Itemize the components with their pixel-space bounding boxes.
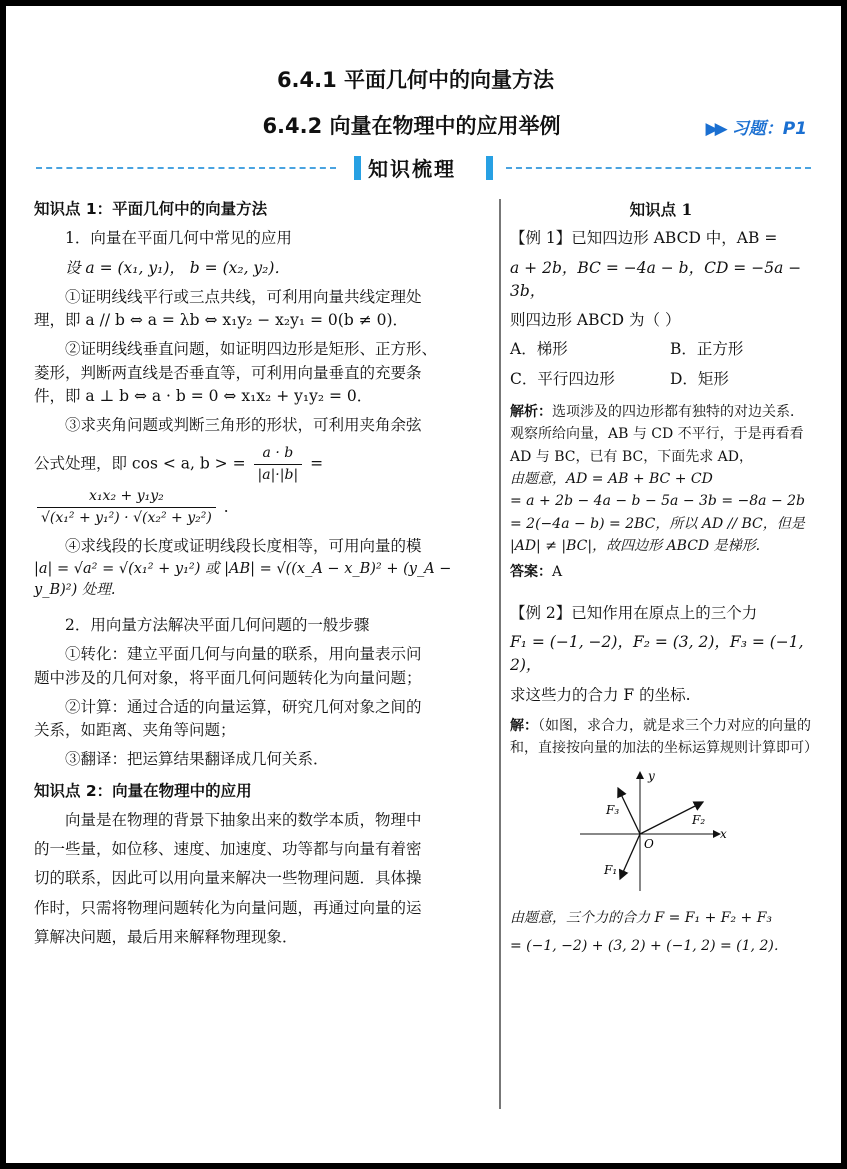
- example-2-line1: 【例 2】已知作用在原点上的三个力: [510, 603, 758, 622]
- exercise-reference-label: 习题：P1: [731, 119, 807, 139]
- title-6-4-2: 6.4.2 向量在物理中的应用举例: [262, 114, 561, 138]
- example-1-line3: 则四边形 ABCD 为（ ）: [510, 311, 681, 329]
- item-angle-line1: ③求夹角问题或判断三角形的形状，可利用夹角余弦: [65, 416, 422, 434]
- item-perpendicular-line3: 件，即 a ⊥ b ⇔ a · b = 0 ⇔ x₁x₂ + y₁y₂ = 0．: [34, 386, 373, 405]
- y-axis-label: y: [648, 768, 655, 783]
- section-header: [346, 153, 496, 183]
- section-bar-right: [486, 156, 493, 180]
- force-f3-arrow: [618, 788, 640, 834]
- section-title: 知识梳理: [368, 157, 456, 181]
- section-dashed-line-left: [36, 167, 336, 169]
- formula-period: ．: [223, 497, 240, 516]
- solution-2-step2: = (−1, −2) + (3, 2) + (−1, 2) = (1, 2)．: [510, 938, 788, 955]
- example-1-line1: 【例 1】已知四边形 ABCD 中，AB =: [510, 229, 778, 248]
- vector-definition: 设 a = (x₁, y₁)， b = (x₂, y₂)．: [65, 258, 290, 277]
- fraction-numerator-1: a · b: [254, 443, 303, 465]
- knowledge-point-2-title: 知识点 2：向量在物理中的应用: [34, 781, 252, 800]
- answer-1-label: 答案：: [510, 564, 552, 581]
- item-perpendicular-line1: ②证明线线垂直问题，如证明四边形是矩形、正方形、: [65, 340, 438, 359]
- example-2-line3: 求这些力的合力 F 的坐标.: [510, 685, 691, 704]
- fraction-dot-over-norm: [254, 443, 303, 486]
- double-arrow-icon: ▶▶: [705, 119, 724, 139]
- solution-2-step1: 由题意，三个力的合力 F = F₁ + F₂ + F₃: [510, 909, 773, 926]
- left-column: [34, 198, 494, 949]
- solution-1-label: 解析：: [510, 403, 552, 420]
- physics-paragraph-line2: 的一些量，如位移、速度、加速度、功等都与向量有着密: [34, 840, 422, 858]
- fraction-denominator-1: |a|·|b|: [257, 467, 299, 484]
- step-compute-line2: 关系，如距离、夹角等问题；: [34, 721, 236, 739]
- fraction-coordinates: [37, 486, 216, 529]
- right-column: [510, 198, 818, 957]
- column-divider: [499, 199, 501, 1109]
- solution-1-step4: |AD| ≠ |BC|，故四边形 ABCD 是梯形.: [510, 538, 761, 555]
- item-parallel-line2: 理，即 a // b ⇔ a = λb ⇔ x₁y₂ − x₂y₁ = 0(b ≠ 0)．: [34, 311, 409, 329]
- example-1-options-row1: [510, 338, 812, 361]
- step-translate-line2: 题中涉及的几何对象，将平面几何问题转化为向量问题；: [34, 668, 422, 687]
- origin-label: O: [644, 836, 654, 851]
- section-bar-left: [354, 156, 361, 180]
- solution-1-step3: = 2(−4a − b) = 2BC，所以 AD // BC，但是: [510, 515, 805, 532]
- option-c[interactable]: C．平行四边形: [510, 369, 615, 388]
- solution-1-text: 选项涉及的四边形都有独特的对边关系．观察所给向量，AB 与 CD 不平行，于是再看看 AD 与 BC，已有 BC，下面先求 AD，: [510, 403, 804, 465]
- solution-1-intro: [510, 401, 812, 468]
- section-dashed-line-right: [506, 167, 811, 169]
- solution-1-step2: = a + 2b − 4a − b − 5a − 3b = −8a − 2b: [510, 493, 806, 510]
- page: [6, 6, 841, 1163]
- item-length-line1: ④求线段的长度或证明线段长度相等，可用向量的模: [65, 537, 422, 556]
- item-parallel-line1: ①证明线线平行或三点共线，可利用向量共线定理处: [65, 287, 422, 306]
- f3-label: F₃: [606, 802, 620, 817]
- physics-paragraph-line5: 算解决问题，最后用来解释物理现象．: [34, 927, 298, 946]
- angle-formula-prefix: 公式处理，即 cos < a, b > =: [34, 454, 246, 473]
- fraction-numerator-2: x₁x₂ + y₁y₂: [37, 486, 216, 508]
- physics-paragraph-line3: 切的联系，因此可以用向量来解决一些物理问题．具体操: [34, 869, 422, 888]
- fraction-denominator-2: √(x₁² + y₁²) · √(x₂² + y₂²): [41, 510, 212, 527]
- option-a[interactable]: A．梯形: [510, 340, 568, 359]
- f2-label: F₂: [692, 812, 706, 827]
- solution-1-step1: 由题意，AD = AB + BC + CD: [510, 470, 713, 487]
- item-perpendicular-line2: 菱形，判断两直线是否垂直等，可利用向量垂直的充要条: [34, 363, 422, 382]
- f1-label: F₁: [604, 862, 618, 877]
- x-axis-label: x: [720, 826, 727, 841]
- example-1-line2: a + 2b，BC = −4a − b，CD = −5a − 3b，: [510, 258, 802, 300]
- force-f1-arrow: [620, 834, 640, 879]
- item-length-formula: |a| = √a² = √(x₁² + y₁²) 或 |AB| = √((x_A − x_B)² + (y_A − y_B)²) 处理.: [34, 560, 452, 599]
- answer-1-value: A: [552, 564, 563, 581]
- answer-1: [510, 561, 812, 583]
- title-6-4-1: 6.4.1 平面几何中的向量方法: [276, 68, 555, 92]
- subsection-2-title: 2．用向量方法解决平面几何问题的一般步骤: [65, 616, 370, 634]
- item-angle-formula: [34, 443, 494, 529]
- option-b[interactable]: B．正方形: [670, 340, 744, 359]
- exercise-reference[interactable]: [706, 114, 807, 139]
- physics-paragraph-line4: 作时，只需将物理问题转化为向量问题，再通过向量的运: [34, 898, 422, 917]
- force-diagram: [570, 766, 730, 901]
- example-1-options-row2: [510, 368, 812, 391]
- solution-2-label: 解：: [510, 717, 538, 734]
- step-translate-line1: ①转化：建立平面几何与向量的联系，用向量表示问: [65, 645, 422, 664]
- right-knowledge-point-title: 知识点 1: [629, 200, 693, 219]
- solution-2-text: （如图，求合力，就是求三个力对应的向量的和，直接按向量的加法的坐标运算规则计算即可）: [510, 717, 818, 757]
- equals-sign: =: [310, 454, 324, 473]
- example-2-line2: F₁ = (−1, −2)，F₂ = (3, 2)，F₃ = (−1, 2)，: [510, 633, 804, 675]
- step-compute-line1: ②计算：通过合适的向量运算，研究几何对象之间的: [65, 697, 422, 716]
- option-d[interactable]: D．矩形: [670, 369, 729, 388]
- subsection-1-title: 1．向量在平面几何中常见的应用: [65, 229, 292, 248]
- physics-paragraph-line1: 向量是在物理的背景下抽象出来的数学本质，物理中: [65, 810, 422, 829]
- solution-2-intro: [510, 715, 818, 760]
- knowledge-point-1-title: 知识点 1：平面几何中的向量方法: [34, 200, 268, 218]
- step-interpret: ③翻译：把运算结果翻译成几何关系．: [65, 750, 329, 769]
